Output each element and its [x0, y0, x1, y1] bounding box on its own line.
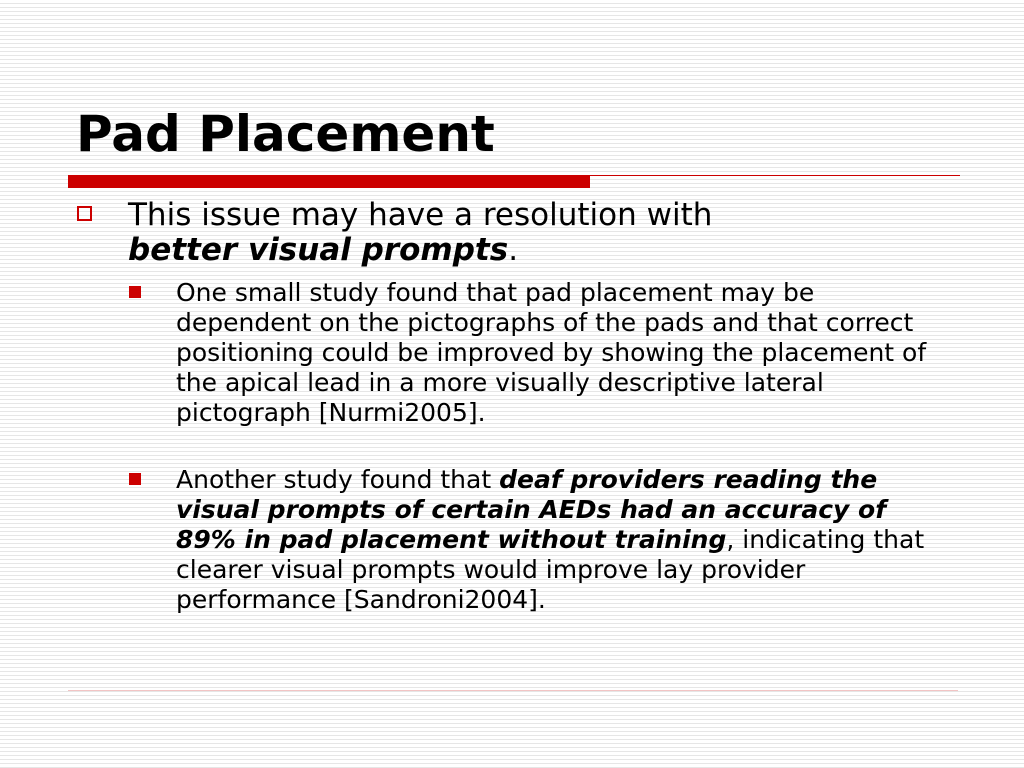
bullet-level2-first: [176, 278, 946, 428]
slide-title: Pad Placement: [76, 105, 495, 163]
sub2-lead: Another study found that: [176, 465, 492, 494]
sub1-text: One small study found that pad placement may be dependent on the pictographs of the pads and that correct positioning could be improved by showing the placement of the apical lead in a more visually descriptive lateral pictograph [Nurmi2005].: [176, 278, 927, 427]
hollow-square-bullet-icon: [77, 206, 92, 221]
bullet-level2-second: [176, 465, 946, 615]
bullet1-end: .: [508, 232, 519, 268]
footer-divider: [68, 690, 958, 691]
filled-square-bullet-icon: [129, 286, 141, 298]
sub2-tail: , indicating that clearer visual prompts would improve lay provider performance [Sandroni2004].: [176, 525, 925, 614]
filled-square-bullet-icon: [129, 473, 141, 485]
title-underline-thin: [590, 175, 960, 176]
bullet-level1: [128, 198, 928, 268]
sub2-emphasis: deaf providers reading the visual prompts of certain AEDs had an accuracy of 89% in pad placement without training: [176, 465, 887, 554]
bullet1-text: This issue may have a resolution with: [128, 197, 713, 233]
bullet1-emphasis: better visual prompts: [128, 232, 509, 268]
title-underline-thick: [68, 175, 590, 188]
